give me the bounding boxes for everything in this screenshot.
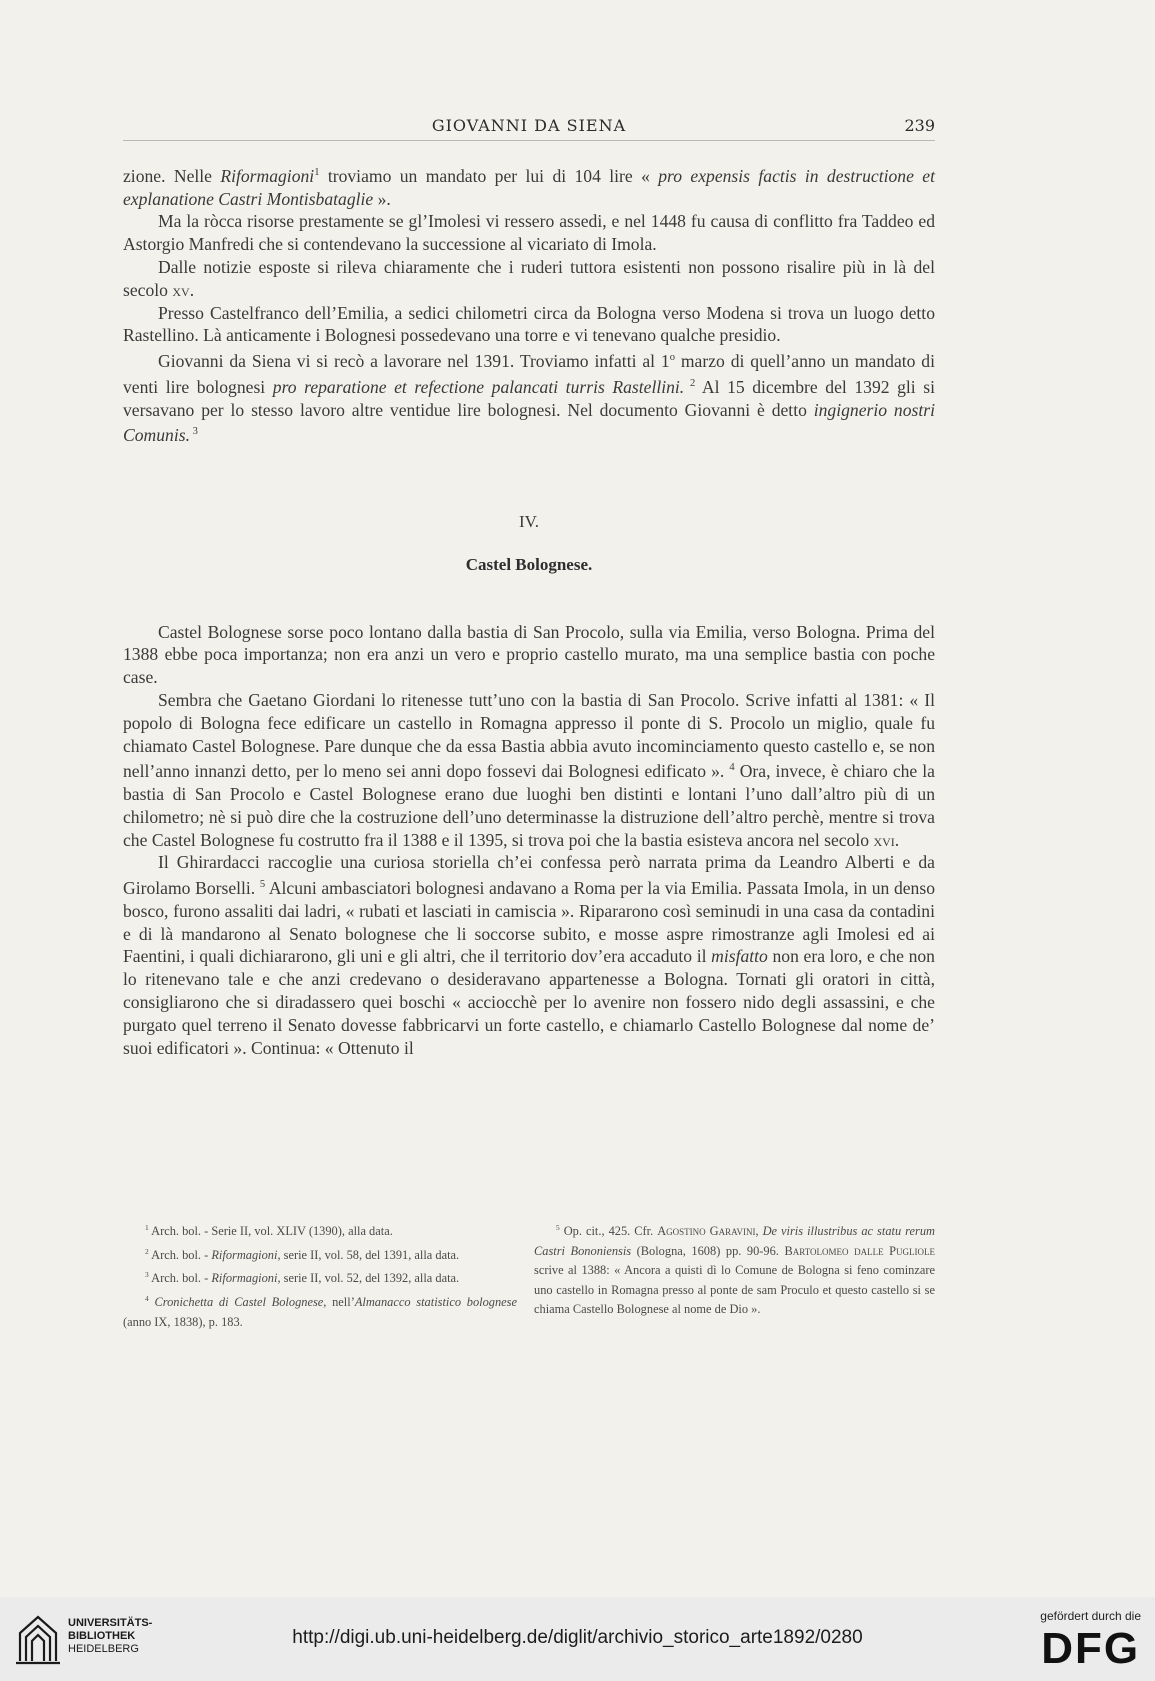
footnotes-left bbox=[123, 1218, 517, 1332]
footnote: $^2$ Arch. bol. - Riformagioni, serie II, vol. 58, del 1391, alla data. bbox=[145, 1246, 460, 1262]
section-number: IV. bbox=[519, 512, 539, 531]
footnote: $^3$ Arch. bol. - Riformagioni, serie II, vol. 52, del 1392, alla data. bbox=[145, 1270, 460, 1286]
footnote: $^4$ Cronichetta di Castel Bolognese, nell’Almanacco statistico bolognese (anno IX, 1838), p. 183. bbox=[123, 1293, 518, 1329]
running-title: GIOVANNI DA SIENA bbox=[431, 116, 627, 135]
paragraph: Dalle notizie esposte si rileva chiaramente che i ruderi tuttora esistenti non possono risalire più in là del secolo xv. bbox=[123, 257, 935, 300]
page-number: 239 bbox=[904, 116, 935, 135]
running-header bbox=[123, 114, 935, 141]
body-text bbox=[123, 162, 935, 1059]
sponsor-text: gefördert durch die bbox=[1040, 1609, 1141, 1623]
viewer-footer bbox=[0, 1597, 1155, 1681]
paragraph: Il Ghirardacci raccoglie una curiosa storiella ch’ei confessa però narrata prima da Leandro Alberti e da Girolamo Borselli. $^5$ Alcuni ambasciatori bolognesi andavano a Roma per la via Emilia. Passata Imola, in un denso bosco, furono assaliti dai ladri, « rubati et lasciati in camiscia ». Ripararono così seminudi in una casa da contadini e di là mandarono al Senato bolognese che li soccorse subito, e mosse aspre rimostranze agli Imolesi ed ai Faentini, i quali dichiararono, gli uni e gli altri, che il territorio dov’era accaduto il misfatto non era loro, e che non lo ritenevano tale e che anzi credevano o desideravano appartenesse a Bologna. Tornati gli oratori in città, consigliarono che si diradassero quei boschi « acciocchè per lo avenire non fossero nido degli assassini, e che purgato quel terreno il Senato dovesse fabbricarvi un forte castello, e chiamarlo Castello Bolognese dal nome de’ suoi edificatori ». Continua: « Ottenuto il bbox=[123, 852, 935, 1058]
paragraph: Castel Bolognese sorse poco lontano dalla bastia di San Procolo, sulla via Emilia, verso Bologna. Prima del 1388 ebbe poca importanza; non era anzi un vero e proprio castello murato, ma una semplice bastia con poche case. bbox=[123, 621, 935, 688]
sponsor-block bbox=[1040, 1609, 1141, 1671]
footnote: $^1$ Arch. bol. - Serie II, vol. XLIV (1390), alla data. bbox=[145, 1223, 393, 1239]
library-name-line3: HEIDELBERG bbox=[68, 1643, 139, 1655]
paragraphs-bottom bbox=[123, 621, 935, 1060]
paragraph: zione. Nelle Riformagioni$^1$ troviamo un mandato per lui di 104 lire « pro expensis factis in destructione et explanatione Castri Montisbataglie ». bbox=[123, 165, 935, 209]
paragraph: Ma la ròcca risorse prestamente se gl’Imolesi vi ressero assedi, e nel 1448 fu causa di conflitto fra Taddeo ed Astorgio Manfredi che si contendevano la successione al vicariato di Imola. bbox=[123, 211, 935, 255]
library-name-line2: BIBLIOTHEK bbox=[68, 1630, 136, 1642]
permalink-url[interactable]: http://digi.ub.uni-heidelberg.de/diglit/archivio_storico_arte1892/0280 bbox=[292, 1627, 863, 1648]
paragraph: Presso Castelfranco dell’Emilia, a sedici chilometri circa da Bologna verso Modena si trova un luogo detto Rastellino. Là anticamente i Bolognesi possedevano una torre e vi tenevano qualche presidio. bbox=[123, 302, 935, 346]
paragraph: Giovanni da Siena vi si recò a lavorare nel 1391. Troviamo infatti al 1$^o$ marzo di quell’anno un mandato di venti lire bolognesi pro reparatione et refectione palancati turris Rastellini. $^2$ Al 15 dicembre del 1392 gli si versavano per lo stesso lavoro altre ventidue lire bolognesi. Nel documento Giovanni è detto ingignerio nostri Comunis. $^3$ bbox=[123, 351, 935, 446]
library-name-line1: UNIVERSITÄTS- bbox=[68, 1617, 153, 1629]
paragraphs-top bbox=[123, 162, 935, 447]
footnotes-right bbox=[534, 1218, 935, 1320]
section-title: Castel Bolognese. bbox=[465, 554, 593, 574]
paragraph: Sembra che Gaetano Giordani lo ritenesse tutt’uno con la bastia di San Procolo. Scrive infatti al 1381: « Il popolo di Bologna fece edificare un castello in Romagna appresso il ponte di S. Procolo un miglio, quale fu chiamato Castel Bolognese. Pare dunque che da essa Bastia abbia avuto incominciamento questo castello e, se non nell’anno innanzi detto, per lo meno sei anni dopo fossevi dai Bolognesi edificato ». $^4$ Ora, invece, è chiaro che la bastia di San Procolo e Castel Bolognese erano due luoghi ben distinti e lontani l’uno dall’altro più di un chilometro; nè si può dire che la costruzione dell’uno determinasse la distruzione dell’altro perchè, mentre si trova che Castel Bolognese fu costrutto fra il 1388 e il 1395, si trova poi che la bastia esisteva ancora nel secolo xvi. bbox=[123, 689, 935, 850]
footnote: $^5$ Op. cit., 425. Cfr. Agostino Garavini, De viris illustribus ac statu rerum Castri Bononiensis (Bologna, 1608) pp. 90-96. Bartolomeo dalle Pugliole scrive al 1388: « Ancora a quisti dì lo Comune de Bologna si feno cominzare uno castello in Romagna presso al ponte de sam Proculo et questo castello si se chiama Castello Bolognese al nome de Dio ». bbox=[534, 1223, 935, 1317]
dfg-logo: DFG bbox=[1041, 1624, 1141, 1673]
